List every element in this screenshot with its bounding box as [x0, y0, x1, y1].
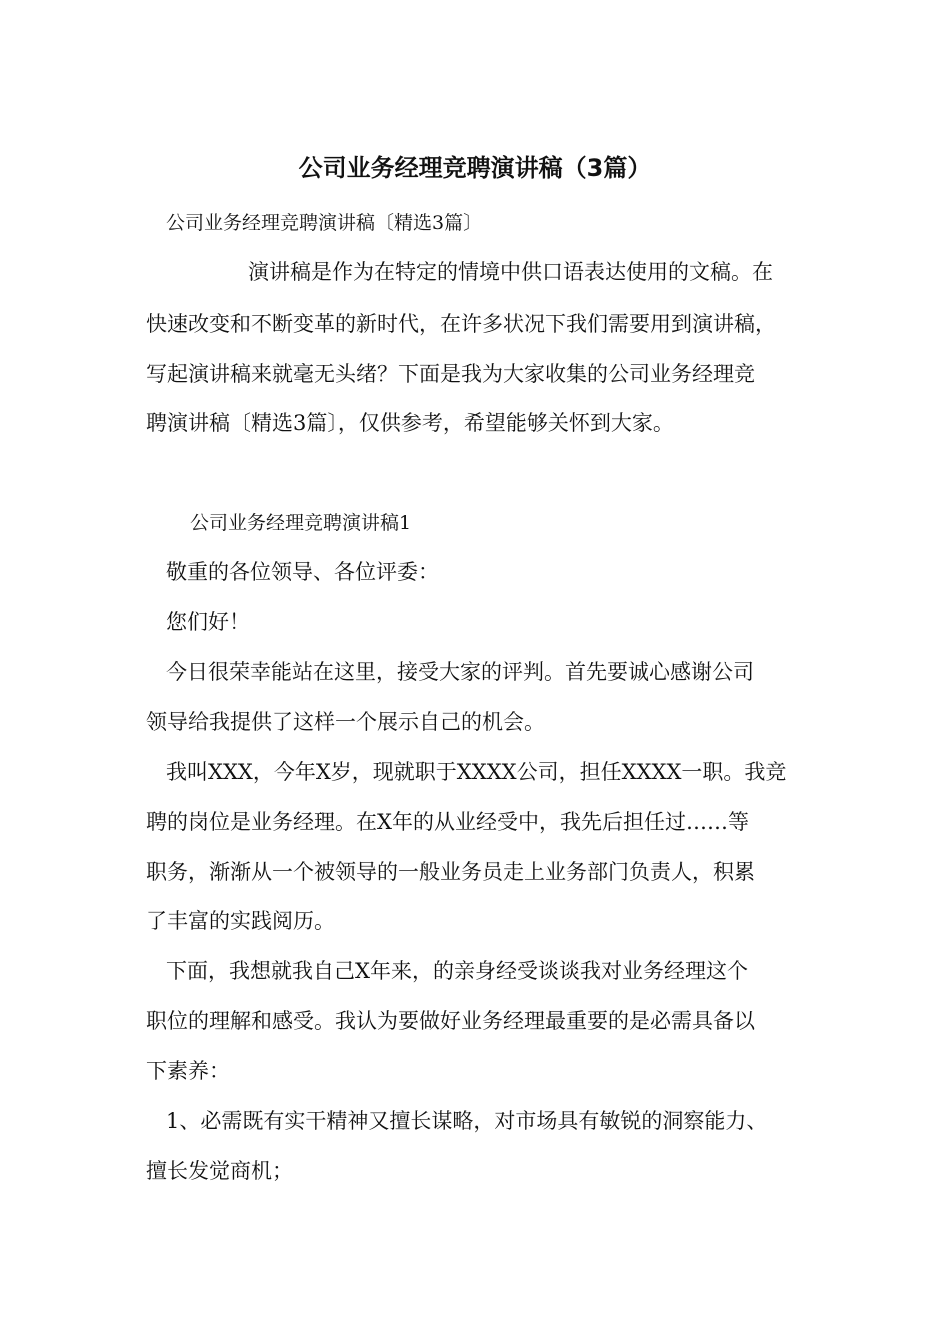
paragraph-1-line-1: 今日很荣幸能站在这里，接受大家的评判。首先要诚心感谢公司 — [166, 660, 754, 684]
section-heading: 公司业务经理竞聘演讲稿1 — [190, 512, 412, 534]
paragraph-2-line-1: 我叫XXX，今年X岁，现就职于XXXX公司，担任XXXX一职。我竞 — [166, 760, 787, 784]
salutation: 敬重的各位领导、各位评委： — [166, 560, 439, 584]
paragraph-1-line-2: 领导给我提供了这样一个展示自己的机会。 — [146, 710, 545, 734]
paragraph-3-line-3: 下素养： — [146, 1059, 230, 1083]
paragraph-2-line-4: 了丰富的实践阅历。 — [146, 909, 335, 933]
intro-line-1: 演讲稿是作为在特定的情境中供口语表达使用的文稿。在 — [248, 260, 773, 284]
intro-line-2: 快速改变和不断变革的新时代，在许多状况下我们需要用到演讲稿， — [146, 312, 776, 336]
paragraph-2-line-3: 职务，渐渐从一个被领导的一般业务员走上业务部门负责人，积累 — [146, 860, 755, 884]
document-subtitle: 公司业务经理竞聘演讲稿〔精选3篇〕 — [166, 212, 483, 234]
greeting: 您们好！ — [166, 610, 250, 634]
list-item-1-line-2: 擅长发觉商机； — [146, 1159, 293, 1183]
intro-line-3: 写起演讲稿来就毫无头绪？下面是我为大家收集的公司业务经理竞 — [146, 362, 755, 386]
document-title: 公司业务经理竞聘演讲稿（3篇） — [298, 154, 652, 182]
paragraph-3-line-2: 职位的理解和感受。我认为要做好业务经理最重要的是必需具备以 — [146, 1009, 755, 1033]
paragraph-3-line-1: 下面，我想就我自己X年来，的亲身经受谈谈我对业务经理这个 — [166, 959, 748, 983]
paragraph-2-line-2: 聘的岗位是业务经理。在X年的从业经受中，我先后担任过……等 — [146, 810, 749, 834]
intro-line-4: 聘演讲稿〔精选3篇〕，仅供参考，希望能够关怀到大家。 — [146, 411, 674, 435]
list-item-1-line-1: 1、必需既有实干精神又擅长谋略，对市场具有敏锐的洞察能力、 — [166, 1109, 768, 1133]
